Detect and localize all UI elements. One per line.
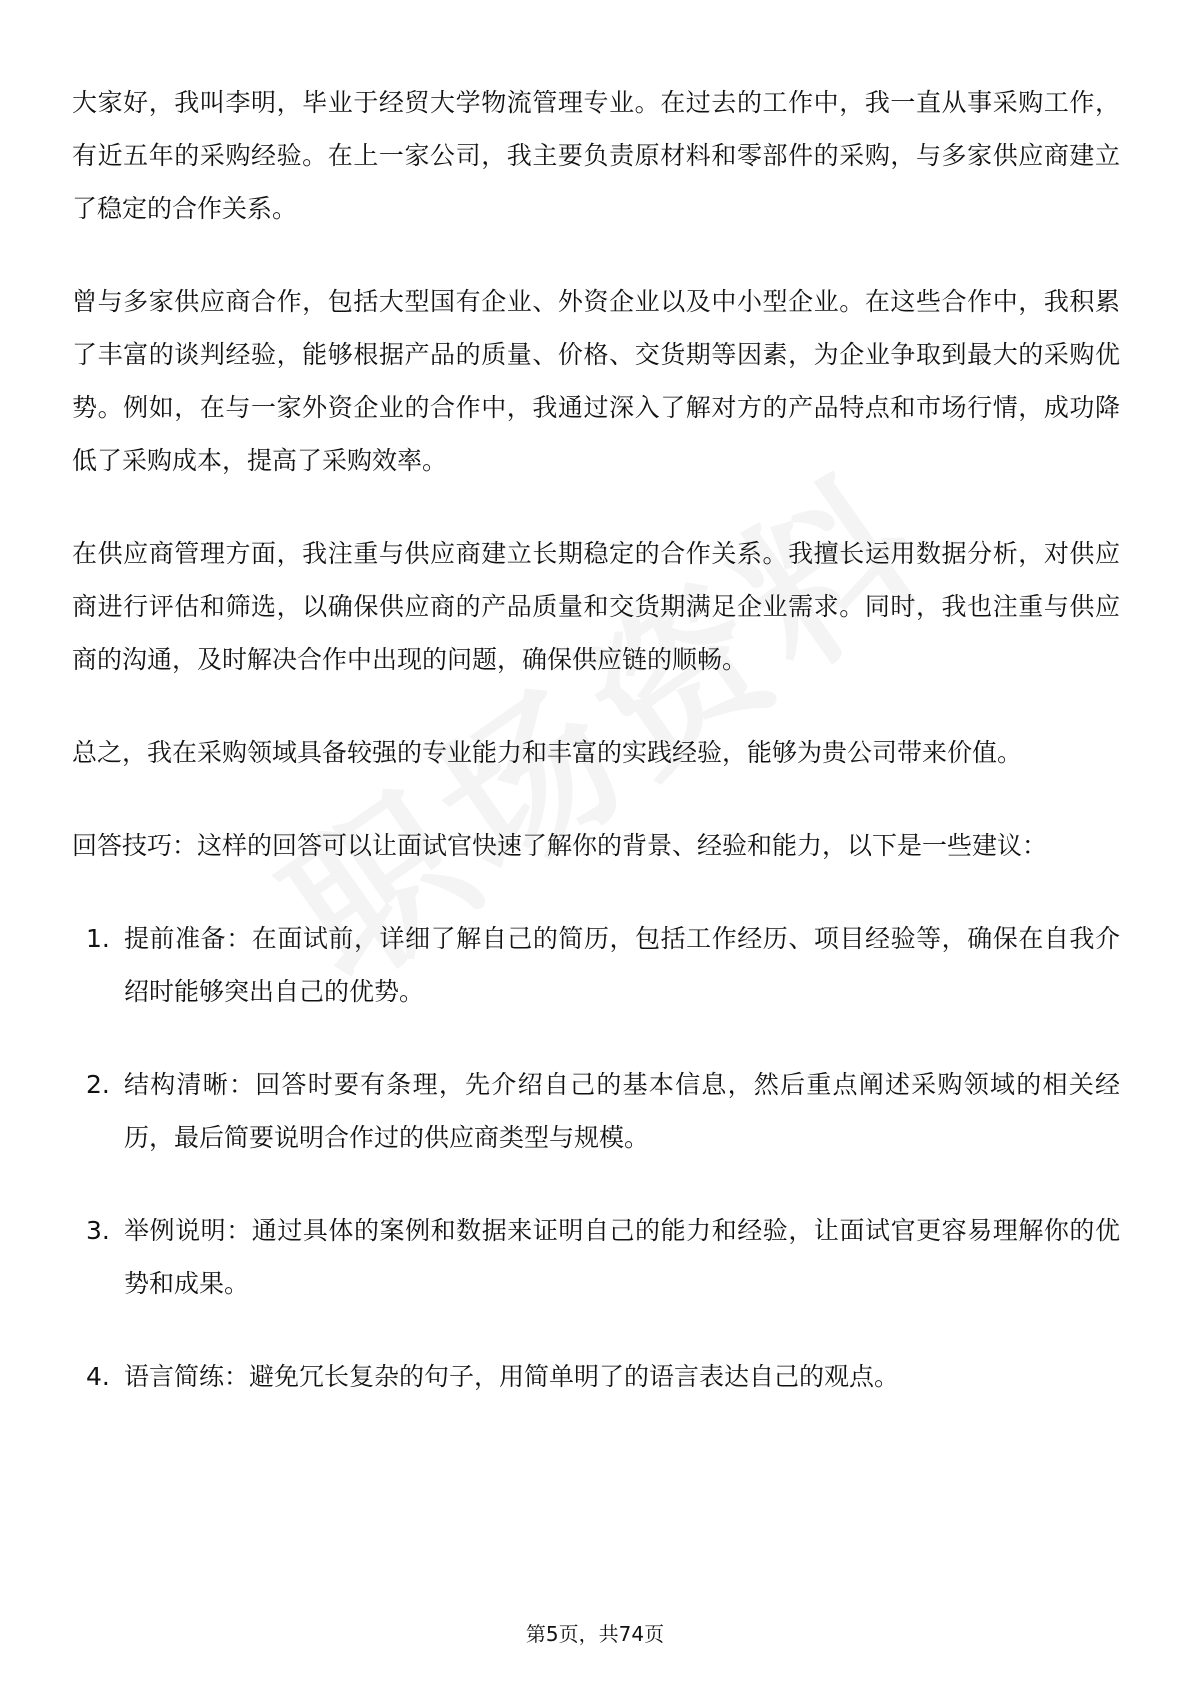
page-number: 第5页，共74页 (525, 1622, 665, 1646)
list-item-number: 1. (86, 924, 110, 953)
list-item (72, 1350, 1120, 1403)
list-item-number: 3. (86, 1216, 110, 1245)
list-item-text: 举例说明：通过具体的案例和数据来证明自己的能力和经验，让面试官更容易理解你的优势和成果。 (124, 1216, 1120, 1298)
list-item-number: 2. (86, 1070, 110, 1099)
list-item-text: 结构清晰：回答时要有条理，先介绍自己的基本信息，然后重点阐述采购领域的相关经历，最后简要说明合作过的供应商类型与规模。 (124, 1070, 1120, 1152)
paragraph-intro: 大家好，我叫李明，毕业于经贸大学物流管理专业。在过去的工作中，我一直从事采购工作，有近五年的采购经验。在上一家公司，我主要负责原材料和零部件的采购，与多家供应商建立了稳定的合作关系。 (72, 88, 1120, 223)
list-item (72, 1058, 1120, 1164)
list-item (72, 1204, 1120, 1310)
list-item-text: 提前准备：在面试前，详细了解自己的简历，包括工作经历、项目经验等，确保在自我介绍时能够突出自己的优势。 (124, 924, 1120, 1006)
paragraph-suppliers: 曾与多家供应商合作，包括大型国有企业、外资企业以及中小型企业。在这些合作中，我积累了丰富的谈判经验，能够根据产品的质量、价格、交货期等因素，为企业争取到最大的采购优势。例如，在与一家外资企业的合作中，我通过深入了解对方的产品特点和市场行情，成功降低了采购成本，提高了采购效率。 (72, 287, 1120, 475)
list-item (72, 912, 1120, 1018)
list-item-text: 语言简练：避免冗长复杂的句子，用简单明了的语言表达自己的观点。 (124, 1362, 900, 1391)
list-item-number: 4. (86, 1362, 110, 1391)
paragraph-supplier-management: 在供应商管理方面，我注重与供应商建立长期稳定的合作关系。我擅长运用数据分析，对供应商进行评估和筛选，以确保供应商的产品质量和交货期满足企业需求。同时，我也注重与供应商的沟通，及时解决合作中出现的问题，确保供应链的顺畅。 (72, 539, 1120, 674)
tips-list (72, 912, 1120, 1403)
paragraph-answer-tips: 回答技巧：这样的回答可以让面试官快速了解你的背景、经验和能力，以下是一些建议： (72, 831, 1048, 860)
document-page (72, 76, 1120, 1443)
paragraph-summary: 总之，我在采购领域具备较强的专业能力和丰富的实践经验，能够为贵公司带来价值。 (72, 738, 1023, 767)
